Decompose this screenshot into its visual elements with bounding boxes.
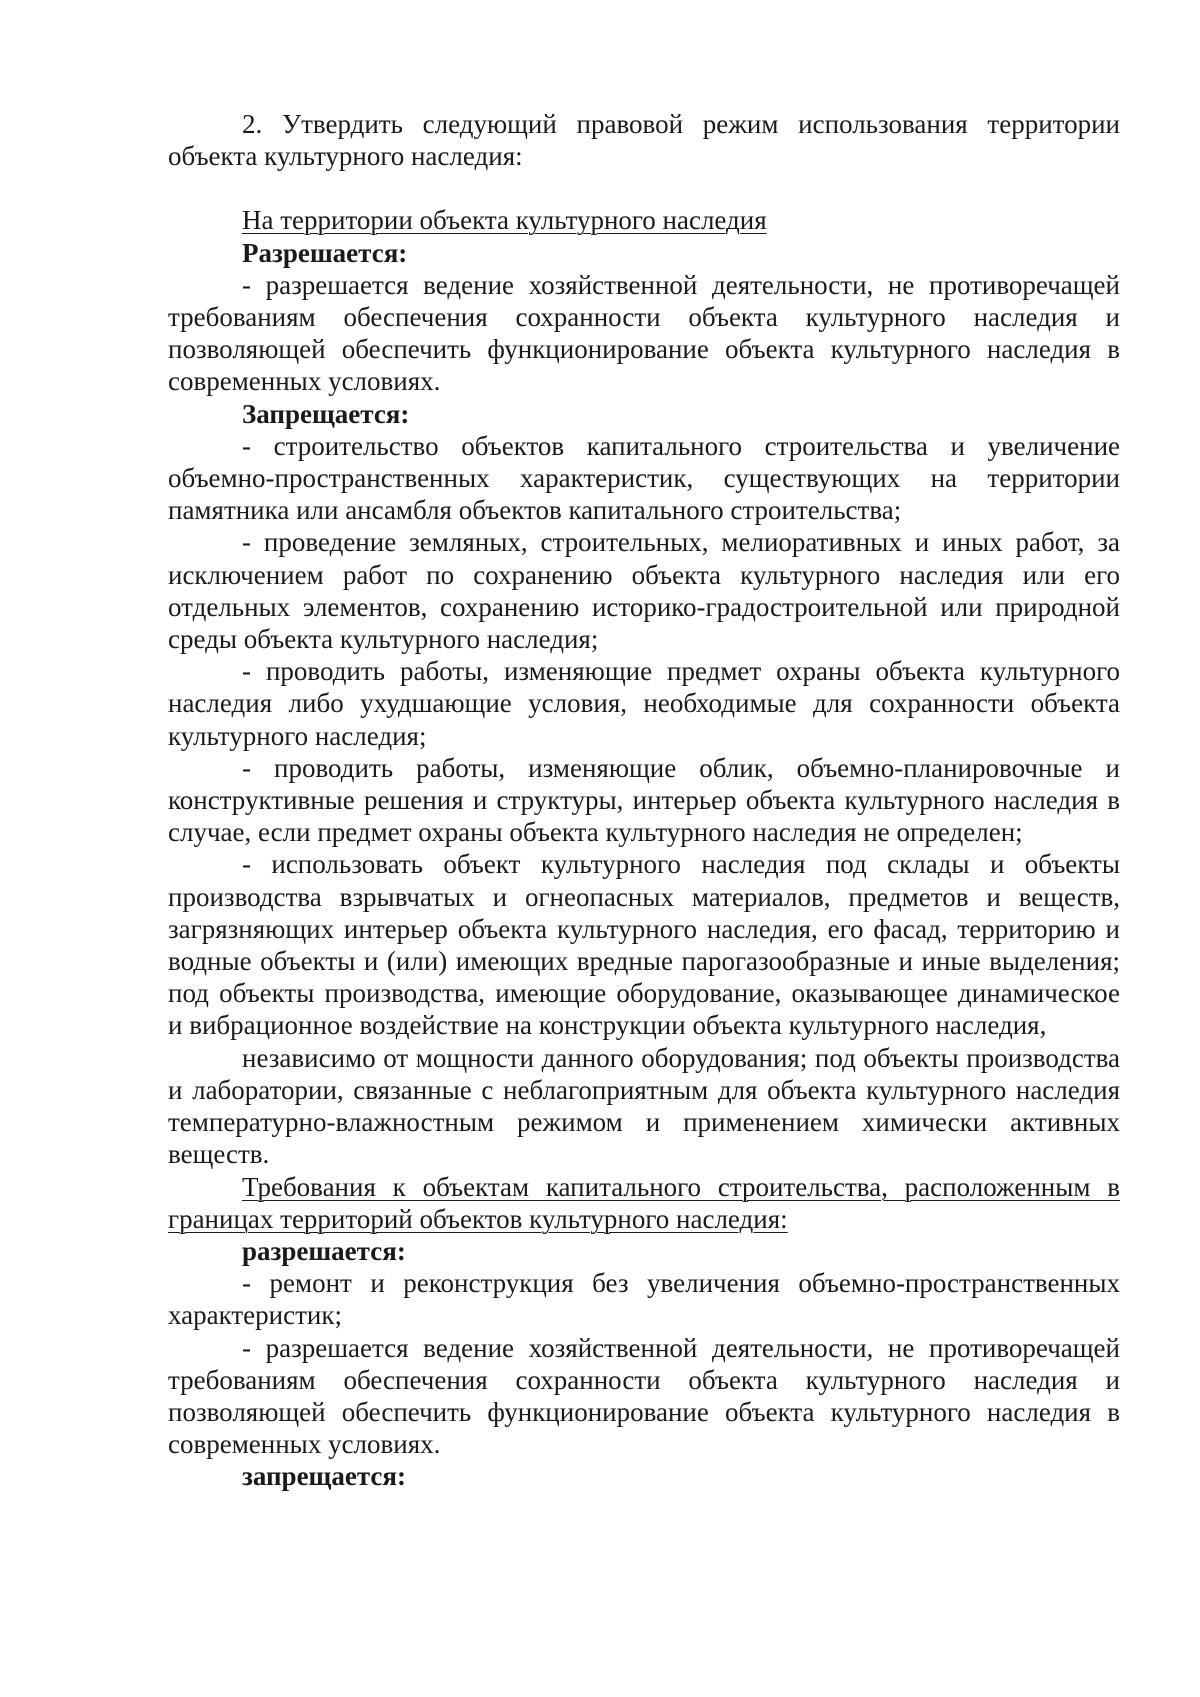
section-1-allowed-item: - разрешается ведение хозяйственной деятельности, не противоречащей требованиям обеспечения сохранности объекта культурного наследия и позволяющей обеспечить функционирование объекта культурного наследия в современных условиях. — [168, 269, 1120, 397]
document-page — [168, 108, 1120, 1493]
section-1-heading — [168, 204, 1120, 236]
section-2-allowed-item: - разрешается ведение хозяйственной деятельности, не противоречащей требованиям обеспечения сохранности объекта культурного наследия и позволяющей обеспечить функционирование объекта культурного наследия в современных условиях. — [168, 1332, 1120, 1460]
section-2-allowed-item: - ремонт и реконструкция без увеличения объемно-пространственных характеристик; — [168, 1268, 1120, 1331]
section-2-forbidden-label: запрещается: — [242, 1461, 407, 1492]
section-2-heading — [168, 1171, 1120, 1235]
section-1-forbidden-item: - проводить работы, изменяющие облик, объемно-планировочные и конструктивные решения и структуры, интерьер объекта культурного наследия в случае, если предмет охраны объекта культурного наследия не определен; — [168, 752, 1120, 848]
item-2-intro: 2. Утвердить следующий правовой режим использования территории объекта культурного наследия: — [168, 109, 1120, 172]
section-1-forbidden-label: Запрещается: — [242, 398, 410, 429]
section-2-heading-text: Требования к объектам капитального строительства, расположенным в границах территорий объектов культурного наследия: — [168, 1171, 1120, 1234]
section-1-allowed-label: Разрешается: — [242, 237, 408, 268]
section-1-forbidden-item: независимо от мощности данного оборудования; под объекты производства и лаборатории, связанные с неблагоприятным для объекта культурного наследия температурно-влажностным режимом и применением химически активных веществ. — [168, 1042, 1120, 1170]
section-1-forbidden-item: - использовать объект культурного наследия под склады и объекты производства взрывчатых и огнеопасных материалов, предметов и веществ, загрязняющих интерьер объекта культурного наследия, его фасад, территорию и водные объекты и (или) имеющих вредные парогазообразные и иные выделения; под объекты производства, имеющие оборудование, оказывающее динамическое и вибрационное воздействие на конструкции объекта культурного наследия, — [168, 849, 1120, 1041]
section-1-forbidden-item: - проводить работы, изменяющие предмет охраны объекта культурного наследия либо ухудшающие условия, необходимые для сохранности объекта культурного наследия; — [168, 656, 1120, 751]
section-2-allowed-label: разрешается: — [242, 1235, 406, 1266]
section-1-forbidden-item: - строительство объектов капитального строительства и увеличение объемно-пространственных характеристик, существующих на территории памятника или ансамбля объектов капитального строительства; — [168, 430, 1120, 526]
section-1-heading-text: На территории объекта культурного наследия — [242, 205, 767, 236]
section-1-forbidden-item: - проведение земляных, строительных, мелиоративных и иных работ, за исключением работ по сохранению объекта культурного наследия или его отдельных элементов, сохранению историко-градостроительной или природной среды объекта культурного наследия; — [168, 527, 1120, 655]
